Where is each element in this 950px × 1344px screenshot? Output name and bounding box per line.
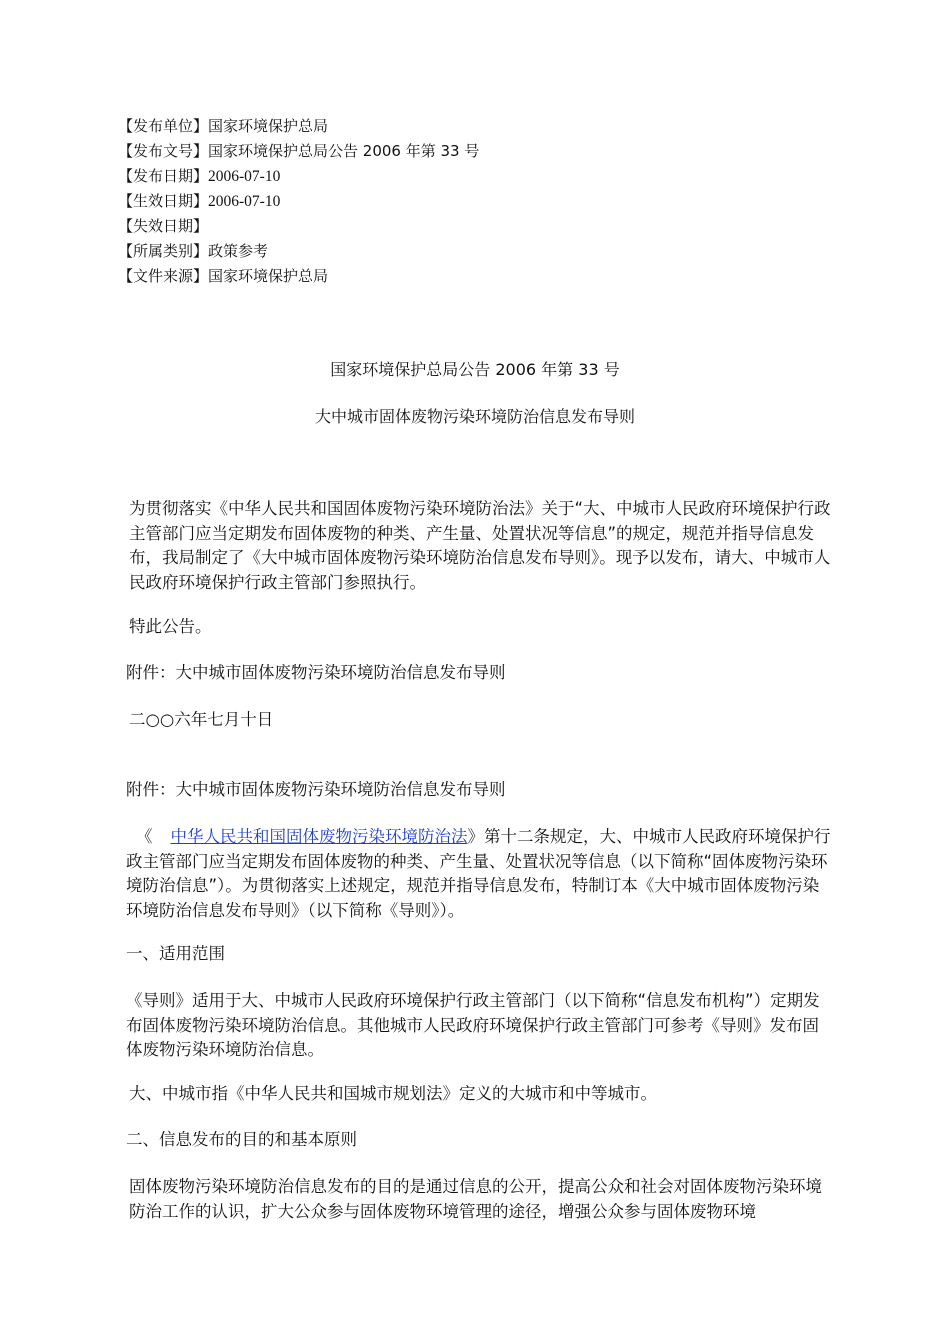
attachment-heading: 附件：大中城市固体废物污染环境防治信息发布导则 [126,780,506,799]
cities-paragraph: 大、中城市指《中华人民共和国城市规划法》定义的大城市和中等城市。 [129,1084,657,1103]
meta-category [118,239,479,264]
meta-value: 国家环境保护总局公告 2006 年第 33 号 [208,142,480,160]
meta-label: 【发布日期】 [118,167,209,185]
law-open-bracket: 《 [136,827,153,846]
meta-issuer [118,114,479,139]
section-heading-scope: 一、适用范围 [126,944,225,963]
meta-value: 2006-07-10 [208,193,281,210]
meta-docno [118,139,479,164]
meta-label: 【文件来源】 [118,267,209,285]
meta-value: 国家环境保护总局 [208,117,329,135]
meta-label: 【失效日期】 [118,217,209,235]
meta-source [118,264,479,289]
meta-label: 【生效日期】 [118,192,209,210]
meta-expiry-date [118,214,479,239]
announcement-title: 国家环境保护总局公告 2006 年第 33 号 [330,360,620,379]
meta-label: 【发布单位】 [118,117,209,135]
notice-paragraph: 特此公告。 [129,617,212,636]
meta-label: 【所属类别】 [118,242,209,260]
purpose-paragraph: 固体废物污染环境防治信息发布的目的是通过信息的公开，提高公众和社会对固体废物污染环境防治工作的认识，扩大公众参与固体废物环境管理的途径，增强公众参与固体废物环境 [129,1177,822,1221]
meta-value: 2006-07-10 [208,168,281,185]
scope-paragraph: 《导则》适用于大、中城市人民政府环境保护行政主管部门（以下简称“信息发布机构”）定期发布固体废物污染环境防治信息。其他城市人民政府环境保护行政主管部门可参考《导则》发布固体废物污染环境防治信息。 [126,991,820,1059]
law-paragraph [126,825,834,923]
meta-issue-date [118,164,479,189]
document-subtitle: 大中城市固体废物污染环境防治信息发布导则 [314,407,635,426]
meta-effective-date [118,189,479,214]
meta-label: 【发布文号】 [118,142,209,160]
meta-value: 政策参考 [208,242,269,260]
attachment-line: 附件：大中城市固体废物污染环境防治信息发布导则 [126,663,506,682]
section-heading-purpose: 二、信息发布的目的和基本原则 [126,1130,357,1149]
intro-paragraph: 为贯彻落实《中华人民共和国固体废物污染环境防治法》关于“大、中城市人民政府环境保护行政主管部门应当定期发布固体废物的种类、产生量、处置状况等信息”的规定，规范并指导信息发布，我局制定了《大中城市固体废物污染环境防治信息发布导则》。现予以发布，请大、中城市人民政府环境保护行政主管部门参照执行。 [129,499,831,592]
law-link[interactable]: 中华人民共和国固体废物污染环境防治法 [170,827,468,846]
meta-value: 国家环境保护总局 [208,267,329,285]
document-metadata [118,114,479,289]
law-paragraph-text: 》第十二条规定，大、中城市人民政府环境保护行政主管部门应当定期发布固体废物的种类、产生量、处置状况等信息（以下简称“固体废物污染环境防治信息”）。为贯彻落实上述规定，规范并指导信息发布，特制订本《大中城市固体废物污染环境防治信息发布导则》（以下简称《导则》）。 [126,827,831,920]
date-line: 二○○六年七月十日 [129,710,274,729]
